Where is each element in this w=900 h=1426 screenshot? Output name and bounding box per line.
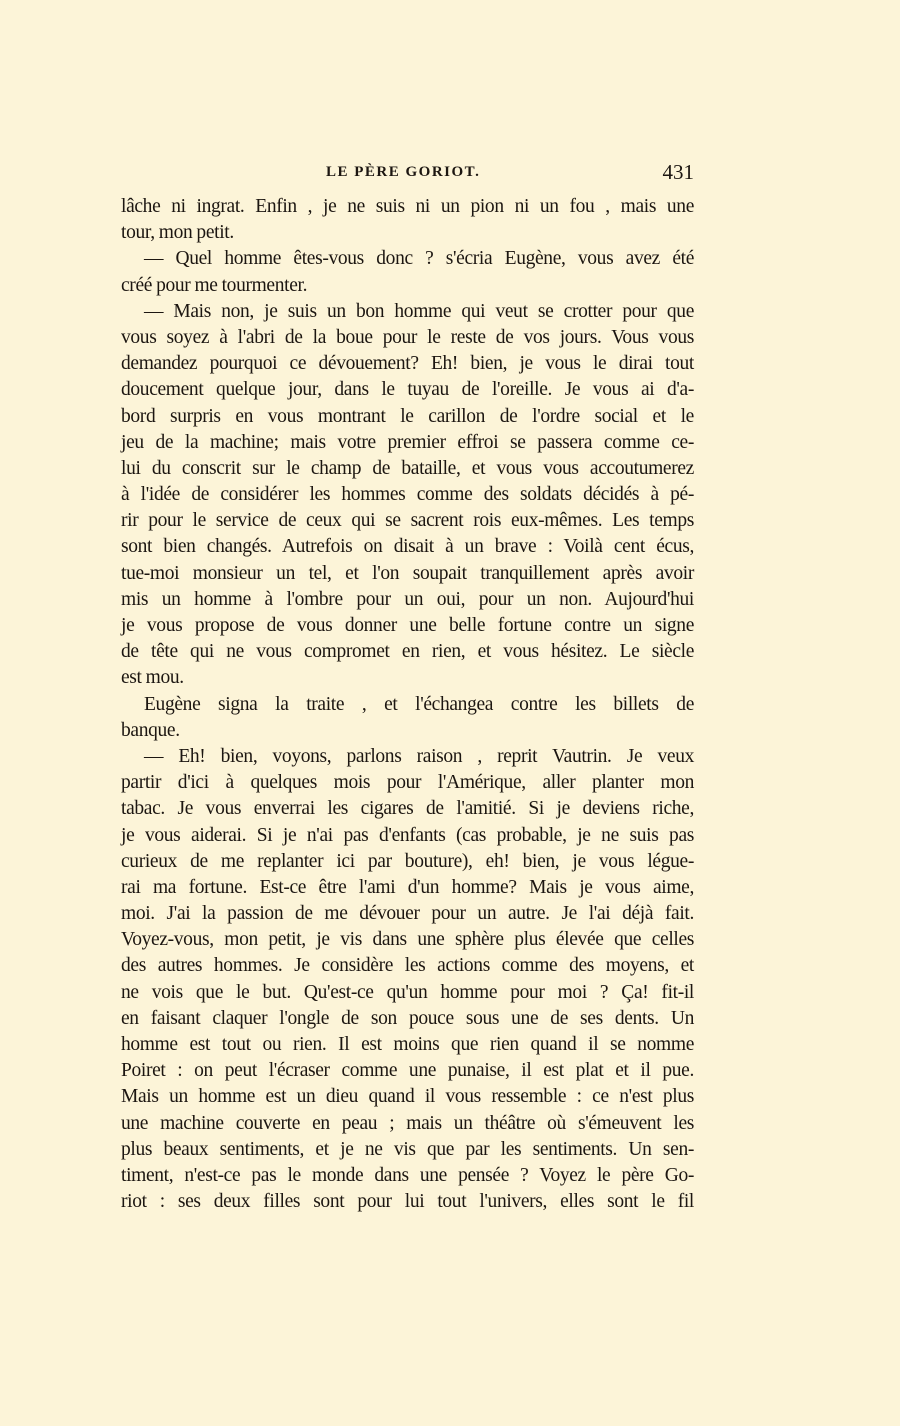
text-line: — Eh! bien, voyons, parlons raison , reprit Vautrin. Je veux bbox=[144, 745, 694, 767]
text-line: lâche ni ingrat. Enfin , je ne suis ni un pion ni un fou , mais une bbox=[121, 196, 694, 217]
text-line: je vous aiderai. Si je n'ai pas d'enfants (cas probable, je ne suis pas bbox=[121, 824, 694, 846]
text-line: tabac. Je vous enverrai les cigares de l'amitié. Si je deviens riche, bbox=[121, 798, 694, 820]
text-line: en faisant claquer l'ongle de son pouce sous une de ses dents. Un bbox=[121, 1007, 694, 1029]
text-line: rir pour le service de ceux qui se sacrent rois eux-mêmes. Les temps bbox=[121, 510, 694, 532]
text-line: — Quel homme êtes-vous donc ? s'écria Eugène, vous avez été bbox=[144, 248, 694, 270]
text-line: vous soyez à l'abri de la boue pour le reste de vos jours. Vous vous bbox=[121, 326, 694, 348]
text-line: mis un homme à l'ombre pour un oui, pour un non. Aujourd'hui bbox=[121, 588, 694, 610]
running-header bbox=[121, 160, 694, 186]
running-title: LE PÈRE GORIOT. bbox=[326, 164, 481, 180]
text-line: plus beaux sentiments, et je ne vis que par les sentiments. Un sen- bbox=[121, 1138, 694, 1160]
text-line: — Mais non, je suis un bon homme qui veut se crotter pour que bbox=[144, 300, 694, 322]
text-line: partir d'ici à quelques mois pour l'Amérique, aller planter mon bbox=[121, 772, 694, 794]
text-line: riot : ses deux filles sont pour lui tout l'univers, elles sont le fil bbox=[121, 1191, 694, 1213]
text-line: jeu de la machine; mais votre premier effroi se passera comme ce- bbox=[121, 431, 694, 453]
text-line: Eugène signa la traite , et l'échangea contre les billets de bbox=[144, 693, 694, 715]
text-line: timent, n'est-ce pas le monde dans une pensée ? Voyez le père Go- bbox=[121, 1164, 694, 1186]
text-line: tour, mon petit. bbox=[121, 222, 234, 244]
text-line: des autres hommes. Je considère les actions comme des moyens, et bbox=[121, 955, 694, 977]
text-line: ne vois que le but. Qu'est-ce qu'un homme pour moi ? Ça! fit-il bbox=[121, 981, 694, 1003]
text-line: banque. bbox=[121, 719, 180, 741]
text-line: je vous propose de vous donner une belle fortune contre un signe bbox=[121, 615, 694, 636]
text-line: doucement quelque jour, dans le tuyau de l'oreille. Je vous ai d'a- bbox=[121, 379, 694, 401]
text-line: bord surpris en vous montrant le carillon de l'ordre social et le bbox=[121, 405, 694, 427]
text-line: est mou. bbox=[121, 667, 184, 689]
text-line: à l'idée de considérer les hommes comme des soldats décidés à pé- bbox=[121, 484, 694, 506]
page-number: 431 bbox=[662, 160, 694, 184]
text-line: moi. J'ai la passion de me dévouer pour un autre. Je l'ai déjà fait. bbox=[121, 903, 694, 925]
page-body-text bbox=[121, 194, 694, 1215]
text-line: créé pour me tourmenter. bbox=[121, 274, 308, 296]
text-line: curieux de me replanter ici par bouture), eh! bien, je vous légue- bbox=[121, 850, 694, 872]
text-line: Mais un homme est un dieu quand il vous ressemble : ce n'est plus bbox=[121, 1086, 694, 1108]
text-line: homme est tout ou rien. Il est moins que rien quand il se nomme bbox=[121, 1034, 694, 1055]
text-line: de tête qui ne vous compromet en rien, et vous hésitez. Le siècle bbox=[121, 641, 694, 663]
text-line: sont bien changés. Autrefois on disait à un brave : Voilà cent écus, bbox=[121, 536, 694, 558]
text-line: rai ma fortune. Est-ce être l'ami d'un homme? Mais je vous aime, bbox=[121, 876, 694, 898]
text-line: une machine couverte en peau ; mais un théâtre où s'émeuvent les bbox=[121, 1112, 694, 1134]
text-line: demandez pourquoi ce dévouement? Eh! bien, je vous le dirai tout bbox=[121, 353, 694, 375]
text-line: Poiret : on peut l'écraser comme une punaise, il est plat et il pue. bbox=[121, 1060, 694, 1082]
text-line: Voyez-vous, mon petit, je vis dans une sphère plus élevée que celles bbox=[121, 929, 694, 951]
text-line: lui du conscrit sur le champ de bataille, et vous vous accoutumerez bbox=[121, 457, 694, 479]
text-line: tue-moi monsieur un tel, et l'on soupait tranquillement après avoir bbox=[121, 562, 694, 584]
